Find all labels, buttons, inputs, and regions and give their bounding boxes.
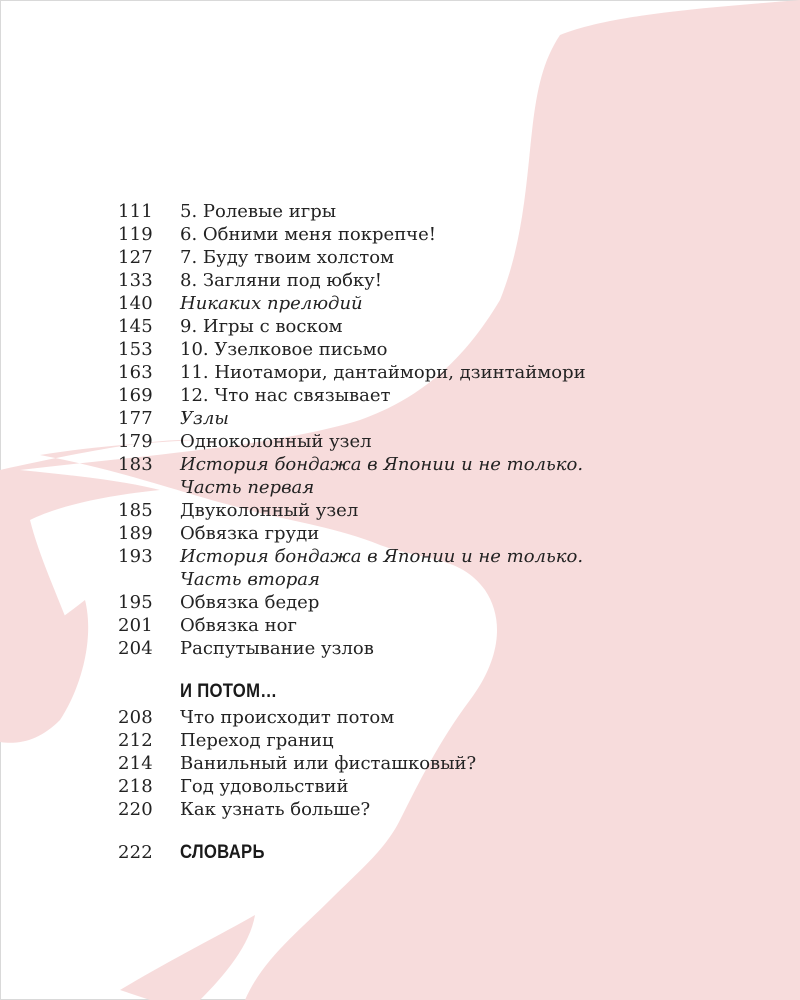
toc-entry[interactable] — [118, 798, 758, 821]
page-number: 212 — [118, 730, 153, 751]
entry-title: Двуколонный узел — [180, 500, 359, 521]
toc-entry[interactable] — [118, 430, 758, 453]
toc-entry-interlude[interactable] — [118, 453, 758, 476]
toc-entry[interactable] — [118, 752, 758, 775]
section-heading-after[interactable] — [118, 680, 758, 704]
page-number: 218 — [118, 776, 153, 797]
page-number: 201 — [118, 615, 153, 636]
page-number: 208 — [118, 707, 153, 728]
page-number: 119 — [118, 224, 153, 245]
toc-entry[interactable] — [118, 269, 758, 292]
entry-title: Ванильный или фисташковый? — [180, 753, 477, 774]
toc-entry[interactable] — [118, 637, 758, 660]
toc-entry[interactable] — [118, 246, 758, 269]
entry-title: 10. Узелковое письмо — [180, 339, 388, 360]
toc-entry-continuation — [118, 476, 758, 499]
toc-entry[interactable] — [118, 729, 758, 752]
entry-title: 7. Буду твоим холстом — [180, 247, 395, 268]
page-number: 179 — [118, 431, 153, 452]
toc-entry-continuation — [118, 568, 758, 591]
page-number: 140 — [118, 293, 153, 314]
toc-entry-interlude[interactable] — [118, 407, 758, 430]
page-number: 111 — [118, 201, 153, 222]
entry-title: 8. Загляни под юбку! — [180, 270, 382, 291]
toc-entry[interactable] — [118, 384, 758, 407]
page-number: 185 — [118, 500, 153, 521]
entry-title: 6. Обними меня покрепче! — [180, 224, 436, 245]
page-number: 169 — [118, 385, 153, 406]
entry-title: Часть вторая — [180, 569, 320, 590]
toc-entry-interlude[interactable] — [118, 292, 758, 315]
section-heading-glossary[interactable] — [118, 841, 758, 865]
toc-entry[interactable] — [118, 200, 758, 223]
page-number: 163 — [118, 362, 153, 383]
toc-entry[interactable] — [118, 706, 758, 729]
entry-title: 11. Ниотамори, дантаймори, дзинтаймори — [180, 362, 586, 383]
page-number: 195 — [118, 592, 153, 613]
entry-title: Часть первая — [180, 477, 315, 498]
entry-title: Обвязка груди — [180, 523, 320, 544]
entry-title: 9. Игры с воском — [180, 316, 343, 337]
table-of-contents — [118, 200, 758, 867]
entry-title: Как узнать больше? — [180, 799, 371, 820]
section-heading-label: И ПОТОМ… — [180, 681, 278, 702]
entry-title: Год удовольствий — [180, 776, 349, 797]
toc-entry[interactable] — [118, 775, 758, 798]
entry-title: Переход границ — [180, 730, 334, 751]
entry-title: История бондажа в Японии и не только. — [180, 546, 584, 567]
entry-title: История бондажа в Японии и не только. — [180, 454, 584, 475]
entry-title: Никаких прелюдий — [180, 293, 363, 314]
toc-entry[interactable] — [118, 315, 758, 338]
toc-entry-interlude[interactable] — [118, 545, 758, 568]
entry-title: Что происходит потом — [180, 707, 395, 728]
page-number: 177 — [118, 408, 153, 429]
toc-entry[interactable] — [118, 499, 758, 522]
toc-entry[interactable] — [118, 361, 758, 384]
entry-title: 5. Ролевые игры — [180, 201, 337, 222]
page-number: 214 — [118, 753, 153, 774]
page-number: 183 — [118, 454, 153, 475]
page-number: 189 — [118, 523, 153, 544]
page-number: 220 — [118, 799, 153, 820]
entry-title: Обвязка ног — [180, 615, 297, 636]
page-number: 133 — [118, 270, 153, 291]
entry-title: Узлы — [180, 408, 229, 429]
toc-entry[interactable] — [118, 338, 758, 361]
page-number: 193 — [118, 546, 153, 567]
page-number: 127 — [118, 247, 153, 268]
page-number: 153 — [118, 339, 153, 360]
entry-title: Обвязка бедер — [180, 592, 320, 613]
entry-title: Одноколонный узел — [180, 431, 372, 452]
toc-entry[interactable] — [118, 223, 758, 246]
entry-title: 12. Что нас связывает — [180, 385, 391, 406]
toc-entry[interactable] — [118, 591, 758, 614]
toc-entry[interactable] — [118, 522, 758, 545]
page-number: 204 — [118, 638, 153, 659]
page-number: 222 — [118, 842, 153, 863]
toc-entry[interactable] — [118, 614, 758, 637]
page-number: 145 — [118, 316, 153, 337]
section-heading-label: СЛОВАРЬ — [180, 842, 265, 863]
entry-title: Распутывание узлов — [180, 638, 374, 659]
